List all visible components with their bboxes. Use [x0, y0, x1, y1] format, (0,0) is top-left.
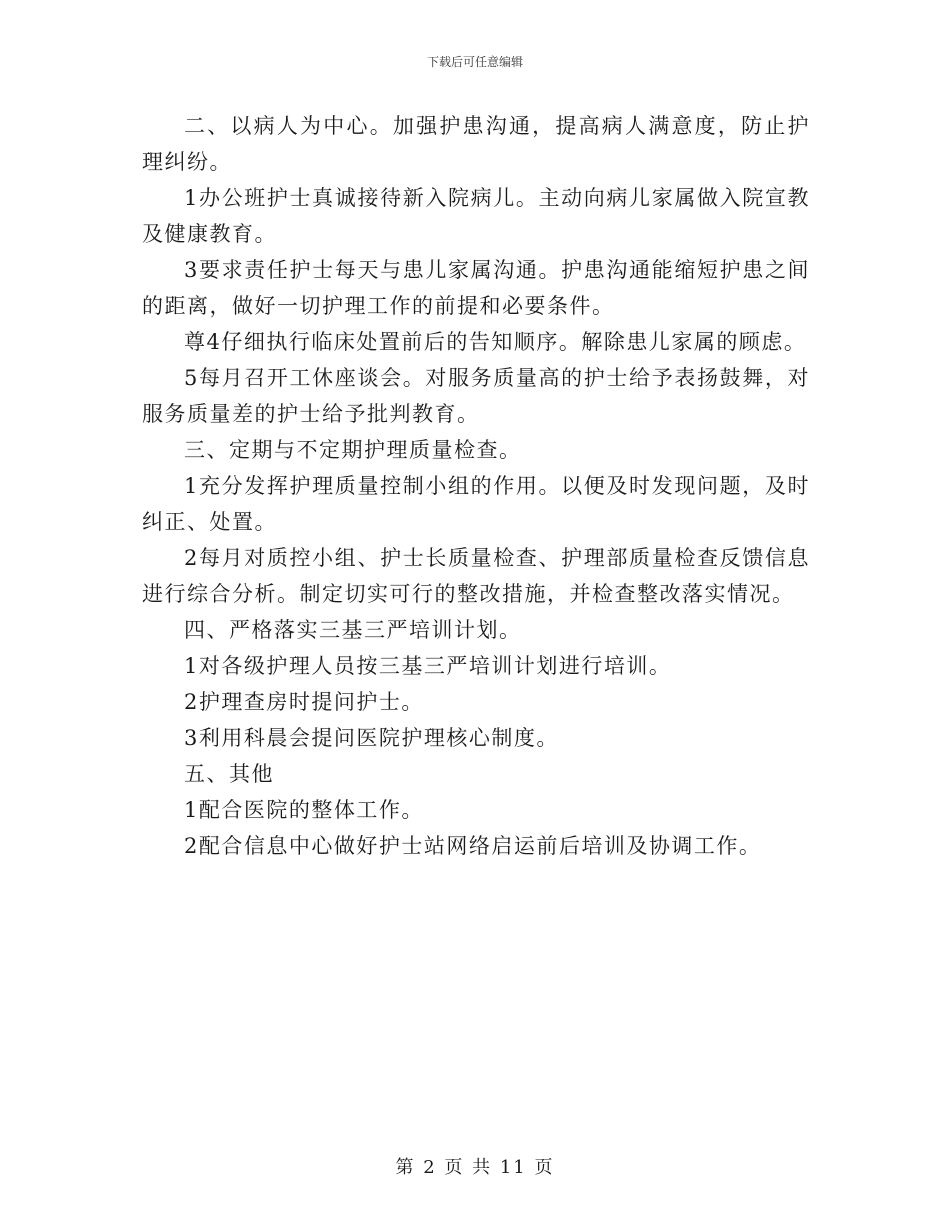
- document-body: [142, 108, 810, 864]
- paragraph: 2配合信息中心做好护士站网络启运前后培训及协调工作。: [184, 834, 762, 858]
- paragraph: 四、严格落实三基三严培训计划。: [184, 618, 522, 642]
- paragraph: 三、定期与不定期护理质量检查。: [184, 438, 522, 462]
- paragraph: 1充分发挥护理质量控制小组的作用。以便及时发现问题，及时纠正、处置。: [142, 474, 810, 534]
- header-note: 下载后可任意编辑: [426, 55, 523, 69]
- paragraph: 1办公班护士真诚接待新入院病儿。主动向病儿家属做入院宣教及健康教育。: [142, 186, 810, 246]
- paragraph: 二、以病人为中心。加强护患沟通，提高病人满意度，防止护理纠纷。: [142, 114, 810, 174]
- paragraph: 2每月对质控小组、护士长质量检查、护理部质量检查反馈信息进行综合分析。制定切实可行的整改措施，并检查整改落实情况。: [142, 546, 810, 606]
- paragraph: 5每月召开工休座谈会。对服务质量高的护士给予表扬鼓舞，对服务质量差的护士给予批判教育。: [142, 366, 810, 426]
- paragraph: 3利用科晨会提问医院护理核心制度。: [184, 726, 559, 750]
- page-number-footer: 第 2 页 共 11 页: [395, 1157, 555, 1178]
- paragraph: 2护理查房时提问护士。: [184, 690, 424, 714]
- paragraph: 1对各级护理人员按三基三严培训计划进行培训。: [184, 654, 672, 678]
- paragraph: 尊4仔细执行临床处置前后的告知顺序。解除患儿家属的顾虑。: [184, 330, 807, 354]
- paragraph: 1配合医院的整体工作。: [184, 798, 424, 822]
- paragraph: 3要求责任护士每天与患儿家属沟通。护患沟通能缩短护患之间的距离，做好一切护理工作的前提和必要条件。: [142, 258, 810, 318]
- paragraph: 五、其他: [184, 762, 274, 786]
